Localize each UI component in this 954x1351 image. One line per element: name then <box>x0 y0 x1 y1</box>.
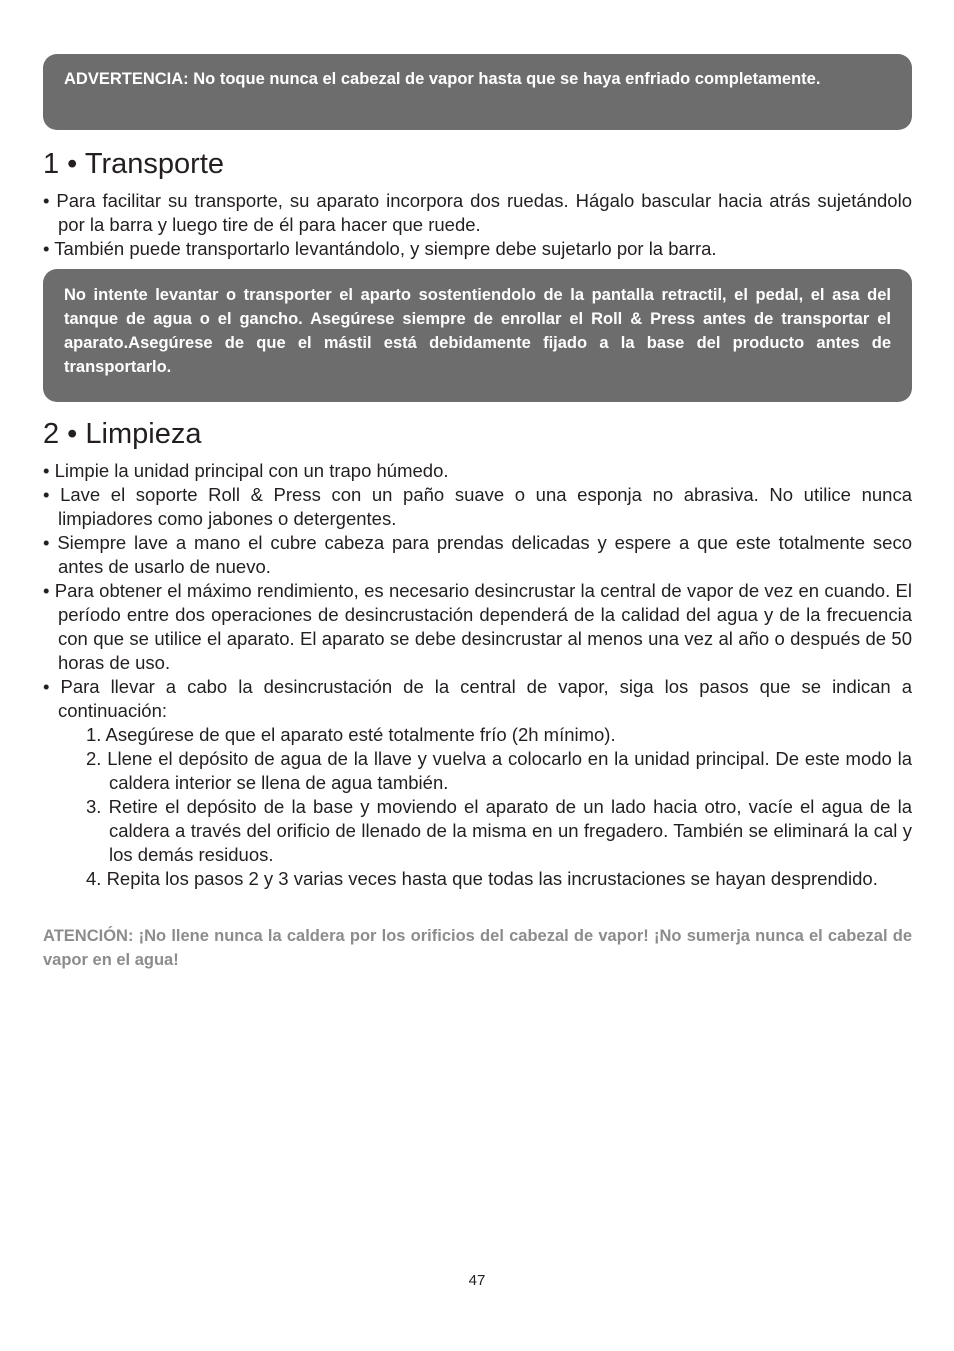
attention-note: ATENCIÓN: ¡No llene nunca la caldera por los orificios del cabezal de vapor! ¡No sumerja nunca el cabezal de vapor en el agua! <box>43 927 912 969</box>
list-item: • Lave el soporte Roll & Press con un paño suave o una esponja no abrasiva. No utilice nunca limpiadores como jabones o detergentes. <box>43 484 912 529</box>
transporte-list <box>43 189 912 261</box>
step-item: 1. Asegúrese de que el aparato esté totalmente frío (2h mínimo). <box>86 724 616 745</box>
step-item: 4. Repita los pasos 2 y 3 varias veces hasta que todas las incrustaciones se hayan desprendido. <box>86 868 878 889</box>
section-title-limpieza: 2 • Limpieza <box>43 418 202 450</box>
list-item: • Para obtener el máximo rendimiento, es necesario desincrustar la central de vapor de vez en cuando. El período entre dos operaciones de desincrustación dependerá de la calidad del agua y de la frecuencia con que se utilice el aparato. El aparato se debe desincrustar al menos una vez al año o después de 50 horas de uso. <box>43 580 912 673</box>
transport-notice-box <box>43 269 912 402</box>
step-item: 2. Llene el depósito de agua de la llave y vuelva a colocarlo en la unidad principal. De este modo la caldera interior se llena de agua también. <box>86 748 912 793</box>
warning-text: ADVERTENCIA: No toque nunca el cabezal de vapor hasta que se haya enfriado completamente. <box>64 70 821 88</box>
step-item: 3. Retire el depósito de la base y moviendo el aparato de un lado hacia otro, vacíe el agua de la caldera a través del orificio de llenado de la misma en un fregadero. También se eliminará la cal y los demás residuos. <box>86 796 912 865</box>
notice-text: No intente levantar o transporter el aparto sostentiendolo de la pantalla retractil, el pedal, el asa del tanque de agua o el gancho. Asegúrese siempre de enrollar el Roll & Press antes de transportar el aparato.Asegúrese de que el mástil está debidamente fijado a la base del producto antes de transportarlo. <box>64 286 891 376</box>
list-item: • Siempre lave a mano el cubre cabeza para prendas delicadas y espere a que este totalmente seco antes de usarlo de nuevo. <box>43 532 912 577</box>
limpieza-list <box>43 459 912 891</box>
warning-box <box>43 54 912 130</box>
list-item: • Para llevar a cabo la desincrustación de la central de vapor, siga los pasos que se indican a continuación: <box>43 676 912 721</box>
list-item: • También puede transportarlo levantándolo, y siempre debe sujetarlo por la barra. <box>43 238 717 259</box>
page-number: 47 <box>468 1272 486 1289</box>
section-title-transporte: 1 • Transporte <box>43 148 225 180</box>
list-item: • Para facilitar su transporte, su aparato incorpora dos ruedas. Hágalo bascular hacia atrás sujetándolo por la barra y luego tire de él para hacer que ruede. <box>43 190 912 235</box>
list-item: • Limpie la unidad principal con un trapo húmedo. <box>43 460 449 481</box>
